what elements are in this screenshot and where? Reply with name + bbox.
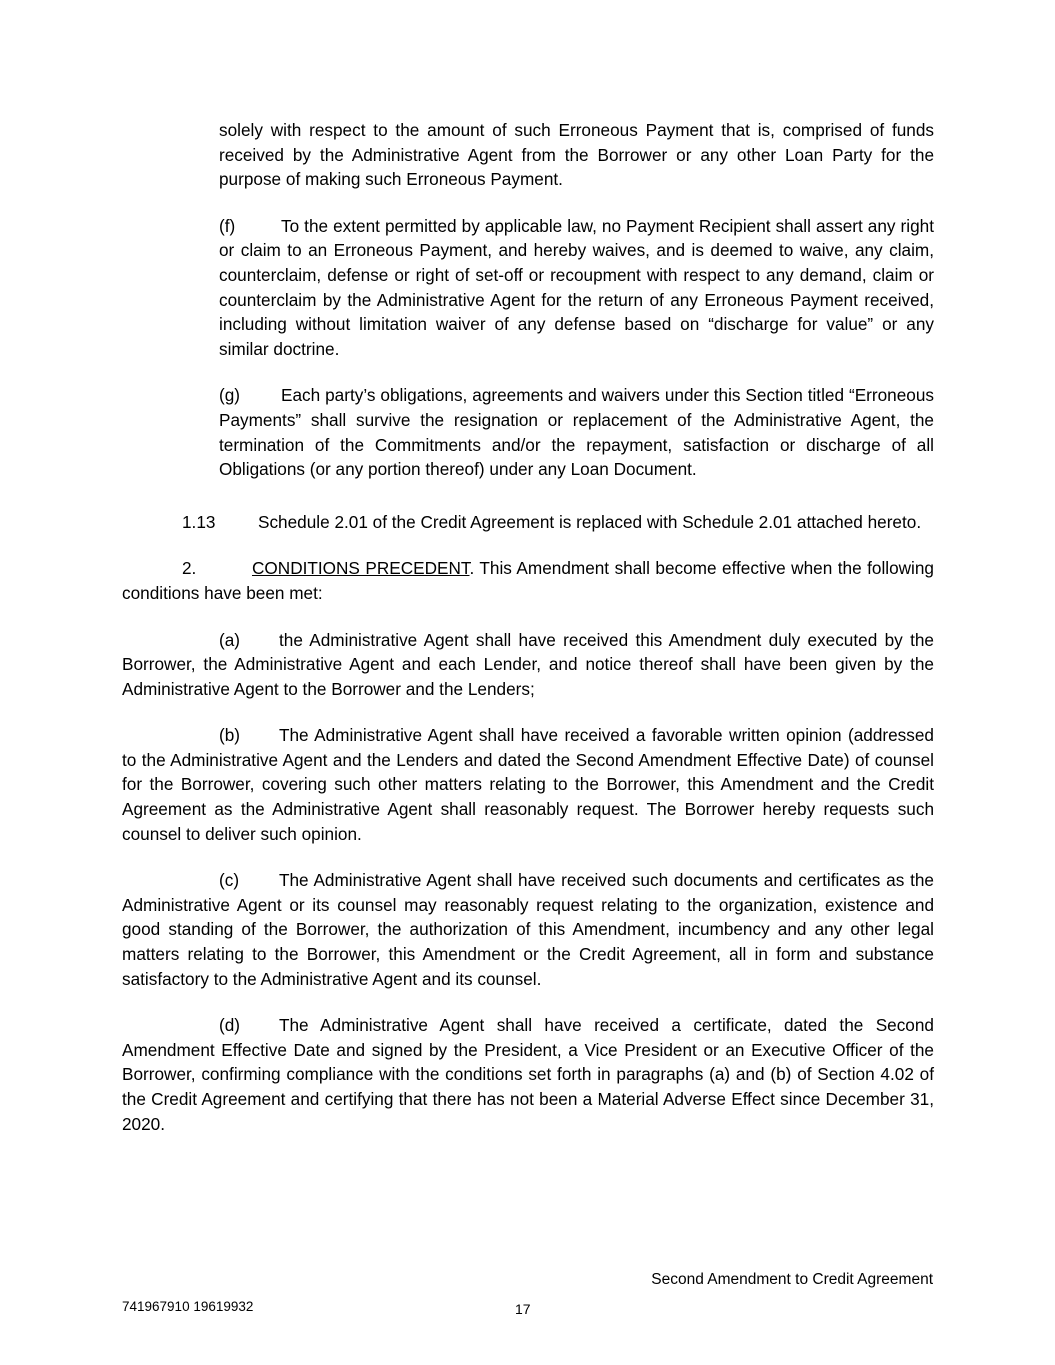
condition-d xyxy=(122,1013,934,1136)
condition-b-label: (b) xyxy=(219,725,241,746)
condition-c-text: The Administrative Agent shall have received such documents and certificates as the Administrative Agent or its counsel may reasonably request relating to the organization, existence and good standing of the Borrower, the authorization of this Amendment, incumbency and any other legal matters relating to the Borrower, this Amendment or the Credit Agreement, all in form and substance satisfactory to the Administrative Agent and its counsel. xyxy=(122,870,934,989)
footer-document-title: Second Amendment to Credit Agreement xyxy=(651,1271,933,1288)
indented-subsection-block xyxy=(219,118,934,482)
section-1-13-text: Schedule 2.01 of the Credit Agreement is replaced with Schedule 2.01 attached hereto. xyxy=(258,511,922,532)
section-1-13-number: 1.13 xyxy=(182,511,216,532)
condition-d-text: The Administrative Agent shall have received a certificate, dated the Second Amendment Effective Date and signed by the President, a Vice President or an Executive Officer of the Borrower, confirming compliance with the conditions set forth in paragraphs (a) and (b) of Section 4.02 of the Credit Agreement and certifying that there has not been a Material Adverse Effect since December 31, 2020. xyxy=(122,1015,934,1134)
condition-a xyxy=(122,628,934,702)
paragraph-continuation: solely with respect to the amount of such Erroneous Payment that is, comprised of funds received by the Administrative Agent from the Borrower or any other Loan Party for the purpose of making such Erroneous Payment. xyxy=(219,120,934,190)
condition-a-text: the Administrative Agent shall have received this Amendment duly executed by the Borrower, the Administrative Agent and each Lender, and notice thereof shall have been given by the Administrative Agent to the Borrower and the Lenders; xyxy=(122,629,934,699)
paragraph-f xyxy=(219,214,934,362)
footer-document-id: 741967910 19619932 xyxy=(122,1299,254,1314)
footer-page-number: 17 xyxy=(515,1301,531,1317)
condition-d-label: (d) xyxy=(219,1015,241,1036)
condition-b xyxy=(122,723,934,846)
section-2-heading-paragraph xyxy=(122,556,934,605)
section-2-heading: CONDITIONS PRECEDENT xyxy=(252,558,470,579)
section-2-text: . This Amendment shall become effective when the following conditions have been met: xyxy=(122,558,934,603)
paragraph-g xyxy=(219,383,934,481)
paragraph-g-text: Each party’s obligations, agreements and waivers under this Section titled “Erroneous Payments” shall survive the resignation or replacement of the Administrative Agent, the termination of the Commitments and/or the repayment, satisfaction or discharge of all Obligations (or any portion thereof) under any Loan Document. xyxy=(219,385,934,480)
paragraph-g-label: (g) xyxy=(219,385,241,406)
document-body xyxy=(122,118,934,1136)
section-1-13 xyxy=(122,510,934,535)
condition-c xyxy=(122,868,934,991)
section-2-number: 2. xyxy=(182,558,197,579)
paragraph-f-label: (f) xyxy=(219,215,236,236)
condition-b-text: The Administrative Agent shall have received a favorable written opinion (addressed to the Administrative Agent and the Lenders and dated the Second Amendment Effective Date) of counsel for the Borrower, covering such other matters relating to the Borrower, this Amendment and the Credit Agreement as the Administrative Agent shall reasonably request. The Borrower hereby requests such counsel to deliver such opinion. xyxy=(122,725,934,844)
page-footer xyxy=(0,1245,1055,1365)
condition-a-label: (a) xyxy=(219,629,241,650)
paragraph-f-text: To the extent permitted by applicable law, no Payment Recipient shall assert any right or claim to an Erroneous Payment, and hereby waives, and is deemed to waive, any claim, counterclaim, defense or right of set-off or recoupment with respect to any demand, claim or counterclaim by the Administrative Agent for the return of any Erroneous Payment received, including without limitation waiver of any defense based on “discharge for value” or any similar doctrine. xyxy=(219,215,934,359)
condition-c-label: (c) xyxy=(219,870,240,891)
